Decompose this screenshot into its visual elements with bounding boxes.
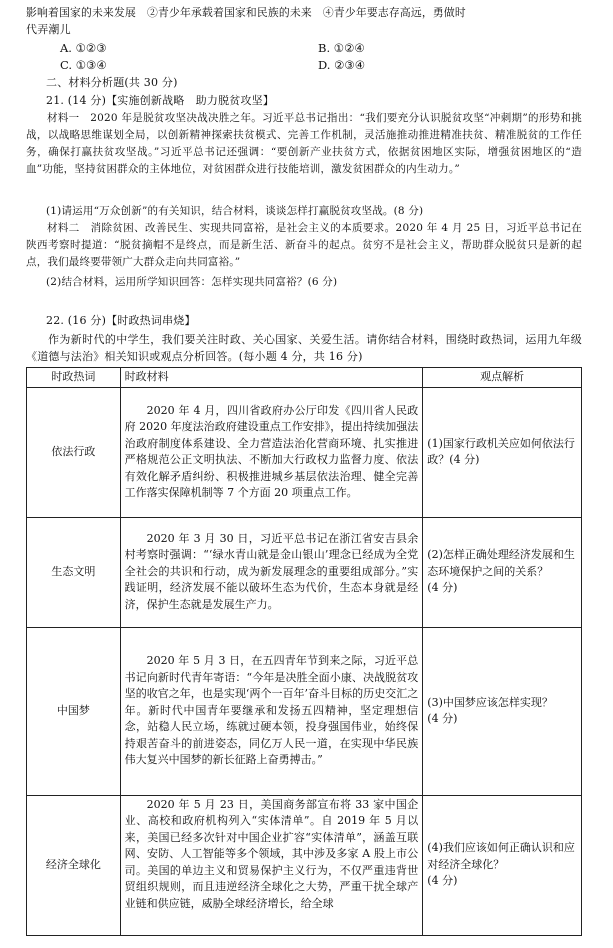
option-c: C. ①③④ [60, 58, 107, 72]
header-term: 时政热词 [27, 368, 121, 388]
row-term: 依法行政 [27, 387, 121, 517]
header-material: 时政材料 [120, 368, 423, 388]
top-line-1: 影响着国家的未来发展 ②青少年承载着国家和民族的未来 ④青少年要志存高远，勇做时 [26, 6, 466, 19]
q21-question-2: (2)结合材料，运用所学知识回答：怎样实现共同富裕？(6 分) [46, 276, 338, 288]
table-row [27, 517, 582, 627]
q21-material-2: 材料二 消除贫困、改善民生、实现共同富裕，是社会主义的本质要求。2020 年 4 月 25 日，习近平总书记在陕西考察时提道：“脱贫摘帽不是终点，而是新生活、新奋斗的起点。贫穷不是社会主义，帮助群众脱贫只是新的起点，我们最终要带领广大群众走向共同富裕。” [26, 222, 582, 268]
row-term: 生态文明 [27, 517, 121, 627]
row-question: (3)中国梦应该怎样实现？ (4 分) [423, 627, 582, 795]
hotword-table [26, 367, 582, 936]
row-question: (1)国家行政机关应如何依法行政？(4 分) [423, 387, 582, 517]
row-question: (2)怎样正确处理经济发展和生态环境保护之间的关系？ (4 分) [423, 517, 582, 627]
option-b: B. ①②④ [318, 41, 365, 55]
option-d: D. ②③④ [318, 58, 366, 72]
section-2-title: 二、材料分析题(共 30 分) [46, 76, 178, 89]
q21-material-1: 材料一 2020 年是脱贫攻坚决战决胜之年。习近平总书记指出：“我们要充分认识脱贫攻坚“冲刺期”的形势和挑战，以战略思维谋划全局，以创新精神探索扶贫模式、完善工作机制，灵活施推动推进精准扶贫、精准脱贫的工作任务，确保打赢扶贫攻坚战。”习近平总书记还强调：“要创新产业扶贫方式，依据贫困地区实际，增强贫困地区的“造血”功能，坚持贫困群众的主体地位，对贫困群众进行技能培训，激发贫困群众的内生动力。” [26, 112, 582, 175]
q22-intro: 作为新时代的中学生，我们要关注时政、关心国家、关爱生活。请你结合材料，围绕时政热词，运用九年级《道德与法治》相关知识或观点分析回答。(每小题 4 分，共 16 分) [26, 333, 582, 363]
row-term: 中国梦 [27, 627, 121, 795]
row-material: 2020 年 4 月，四川省政府办公厅印发《四川省人民政府 2020 年度法治政府建设重点工作安排》，提出持续加强法治政府制度体系建设、全力营造法治化营商环境、扎实推进严格规范公正文明执法、不断加大行政权力监督力度、依法有效化解矛盾纠纷、积极推进城乡基层依法治理、健全完善工作落实保障机制等 7 个方面 20 项重点工作。 [120, 387, 423, 517]
table-row [27, 627, 582, 795]
table-row [27, 387, 582, 517]
row-material: 2020 年 3 月 30 日，习近平总书记在浙江省安吉县余村考察时强调：“‘绿水青山就是金山银山’理念已经成为全党全社会的共识和行动，成为新发展理念的重要组成部分。”实践证明，经济发展不能以破坏生态为代价，生态本身就是经济，保护生态就是发展生产力。 [120, 517, 423, 627]
row-question: (4)我们应该如何正确认识和应对经济全球化？ (4 分) [423, 795, 582, 935]
table-row [27, 795, 582, 935]
top-line-2: 代弄潮儿 [26, 23, 71, 36]
q22-title: 22. (16 分)【时政热词串烧】 [46, 314, 196, 327]
row-term: 经济全球化 [27, 795, 121, 935]
row-material: 2020 年 5 月 3 日，在五四青年节到来之际，习近平总书记向新时代青年寄语：“今年是决胜全面小康、决战脱贫攻坚的收官之年，也是实现‘两个一百年’奋斗目标的历史交汇之年。新时代中国青年要继承和发扬五四精神，坚定理想信念，站稳人民立场，练就过硬本领，投身强国伟业，始终保持艰苦奋斗的前进姿态，同亿万人民一道，在实现中华民族伟大复兴中国梦的新长征路上奋勇搏击。” [120, 627, 423, 795]
top-text [26, 4, 582, 38]
header-analysis: 观点解析 [423, 368, 582, 388]
table-header-row [27, 368, 582, 388]
q21-question-1: (1)请运用“万众创新”的有关知识，结合材料，谈谈怎样打赢脱贫攻坚战。(8 分) [46, 205, 424, 217]
option-a: A. ①②③ [60, 41, 107, 55]
row-material: 2020 年 5 月 23 日，美国商务部宣布将 33 家中国企业、高校和政府机构列入“实体清单”。自 2019 年 5 月以来，美国已经多次针对中国企业扩容“实体清单”，涵盖互联网、安防、人工智能等多个领域，其中涉及多家 A 股上市公司。美国的单边主义和贸易保护主义行为，不仅严重违背世贸组织规则，而且违逆经济全球化之大势，严重干扰全球产业链和供应链，威胁全球经济增长，给全球 [120, 795, 423, 935]
q21-title: 21. (14 分)【实施创新战略 助力脱贫攻坚】 [46, 94, 275, 107]
